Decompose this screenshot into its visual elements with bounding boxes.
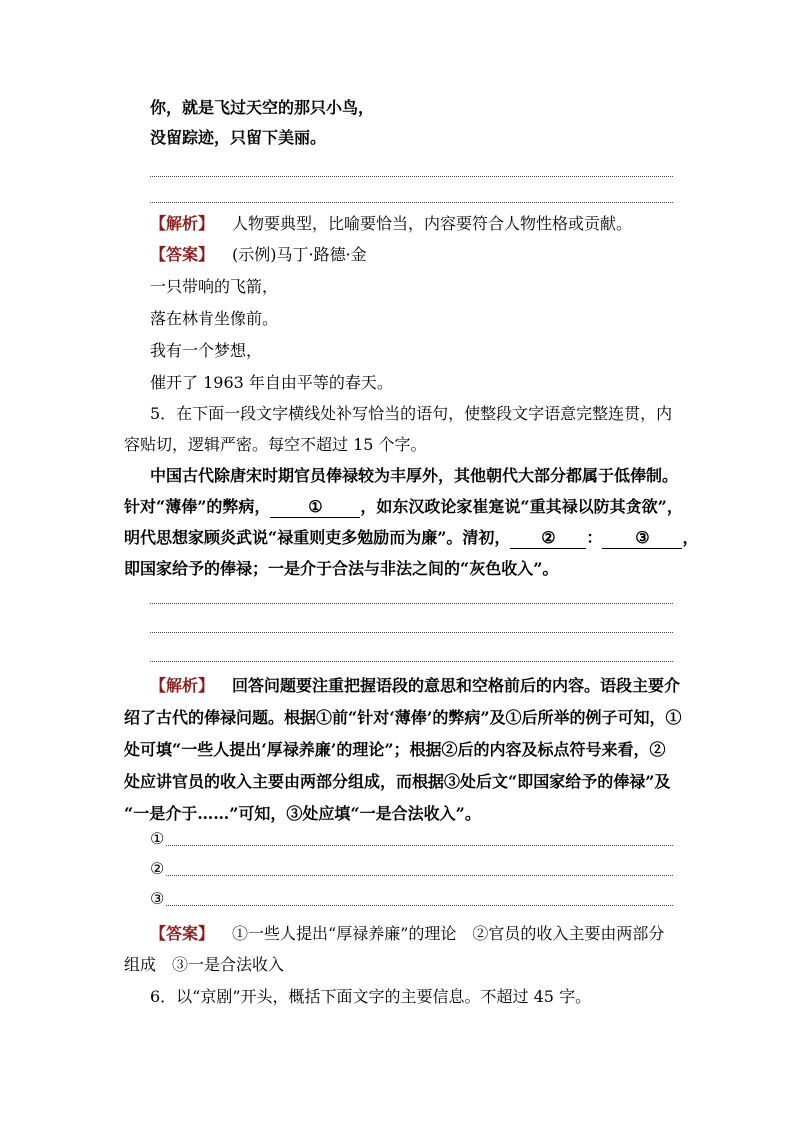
answer-text: (示例)马丁·路德·金 (232, 245, 367, 264)
answer-tag: 【答案】 (150, 924, 215, 943)
answer-poem-line: 一只带响的飞箭， (150, 277, 279, 296)
analysis-tag: 【解析】 (150, 676, 215, 695)
analysis-2-line-1: 【解析】 回答问题要注重把握语段的意思和空格前后的内容。语段主要介 (150, 676, 681, 695)
answer-1 (150, 244, 367, 266)
question-5-stem-line-1: 5．在下面一段文字横线处补写恰当的语句，使整段文字语意完整连贯，内 (150, 404, 673, 423)
question-6-stem: 6．以“京剧”开头，概括下面文字的主要信息。不超过 45 字。 (150, 987, 592, 1006)
analysis-1 (150, 213, 632, 235)
question-5-passage-line-4: 即国家给予的俸禄；一是介于合法与非法之间的“灰色收入”。 (124, 559, 559, 578)
analysis-2-line-4: 处应讲官员的收入主要由两部分组成，而根据③处后文“即国家给予的俸禄”及 (124, 772, 671, 791)
poem-line-1: 你，就是飞过天空的那只小鸟， (150, 98, 375, 117)
fill-blank-1[interactable]: ① (150, 828, 673, 850)
answer-poem-line: 落在林肯坐像前。 (150, 309, 279, 328)
question-5-passage-line-1: 中国古代除唐宋时期官员俸禄较为丰厚外，其他朝代大部分都属于低俸制。 (150, 466, 679, 485)
answer-line (150, 176, 673, 177)
blank-3[interactable]: ③ (602, 528, 682, 549)
answer-poem-line: 催开了 1963 年自由平等的春天。 (150, 373, 393, 392)
poem-line-2: 没留踪迹，只留下美丽。 (150, 128, 327, 147)
analysis-2-line-3: 处可填“一些人提出‘厚禄养廉’的理论”；根据②后的内容及标点符号来看，② (124, 740, 666, 759)
analysis-2-line-5: “一是介于……”可知，③处应填“一是合法收入”。 (124, 804, 481, 823)
question-5-passage-line-2: 针对“薄俸”的弊病， ① ，如东汉政论家崔寔说“重其禄以防其贪欲”， (124, 497, 683, 516)
analysis-2-line-2: 绍了古代的俸禄问题。根据①前“针对‘薄俸’的弊病”及①后所举的例子可知，① (124, 708, 682, 727)
answer-tag: 【答案】 (150, 245, 215, 264)
answer-poem-line: 我有一个梦想， (150, 341, 263, 360)
question-5-stem-line-2: 容贴切，逻辑严密。每空不超过 15 个字。 (124, 435, 427, 454)
answer-line (150, 632, 673, 633)
answer-2-line-2: 组成 ③一是合法收入 (124, 955, 285, 974)
answer-2-line-1: 【答案】 ①一些人提出“厚禄养廉”的理论 ②官员的收入主要由两部分 (150, 924, 665, 943)
fill-blank-3[interactable]: ③ (150, 888, 673, 910)
question-5-passage-line-3: 明代思想家顾炎武说“禄重则吏多勉励而为廉”。清初， ② ： ③ ， (124, 528, 699, 547)
answer-line (150, 202, 673, 203)
fill-blank-2[interactable]: ② (150, 858, 673, 880)
answer-line (150, 661, 673, 662)
blank-1[interactable]: ① (270, 497, 360, 518)
analysis-tag: 【解析】 (150, 214, 215, 233)
answer-line (150, 603, 673, 604)
blank-2[interactable]: ② (510, 528, 586, 549)
analysis-text: 人物要典型，比喻要恰当，内容要符合人物性格或贡献。 (232, 214, 633, 233)
